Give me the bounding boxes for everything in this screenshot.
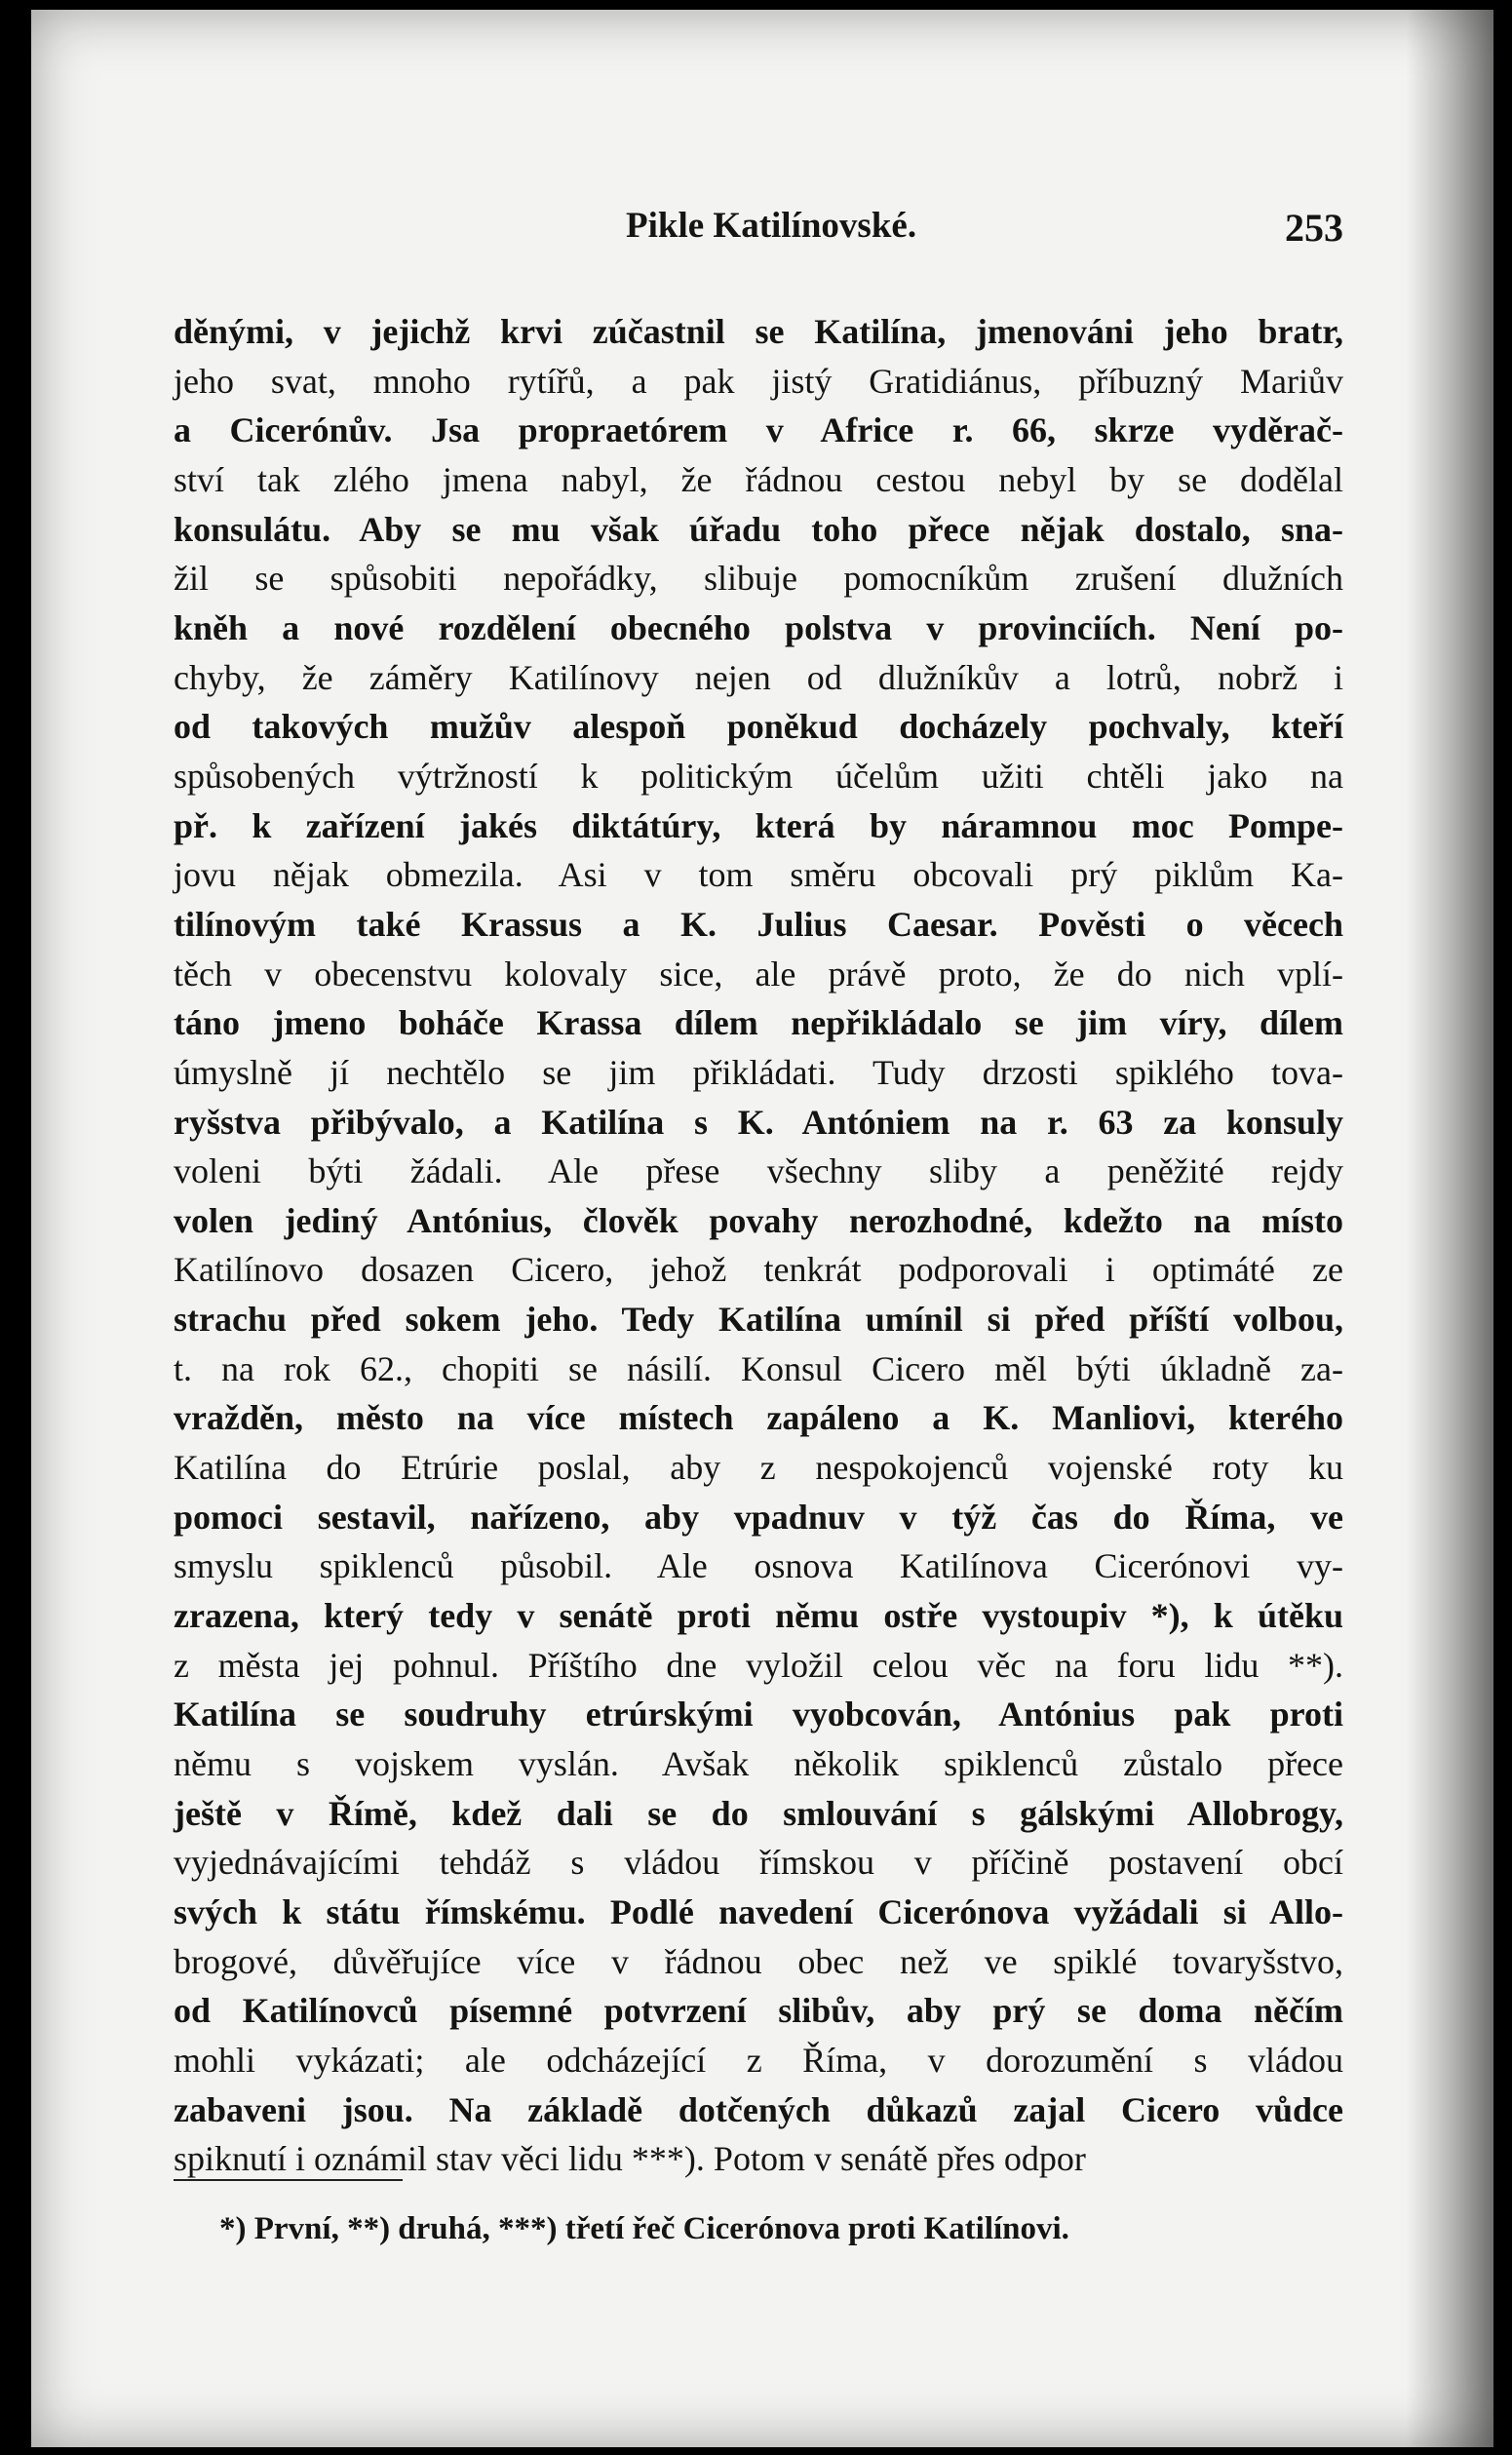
text-line: konsulátu. Aby se mu však úřadu toho přece nějak dostalo, sna- [174,509,1343,549]
text-line: smyslu spiklenců působil. Ale osnova Katilínova Cicerónovi vy- [174,1546,1343,1586]
text-line: vyjednávajícími tehdáž s vládou římskou v příčině postavení obcí [174,1843,1343,1883]
text-line: jovu nějak obmezila. Asi v tom směru obcovali prý piklům Ka- [174,855,1343,895]
text-line: ryšstva přibývalo, a Katilína s K. Antóniem na r. 63 za konsuly [174,1102,1343,1142]
footnote-rule [174,2179,403,2181]
text-line: volen jediný Antónius, člověk povahy nerozhodné, kdežto na místo [174,1200,1343,1240]
body-text [174,307,1343,2184]
text-line: př. k zařízení jakés diktátúry, která by náramnou moc Pompe- [174,805,1343,845]
text-line: tilínovým také Krassus a K. Julius Caesar. Pověsti o věcech [174,904,1343,944]
text-line: od takových mužův alespoň poněkud docházely pochvaly, kteří [174,707,1343,747]
text-line: žil se spůsobiti nepořádky, slibuje pomocníkům zrušení dlužních [174,559,1343,599]
book-page [31,10,1493,2447]
text-line: ještě v Římě, kdež dali se do smlouvání s gálskými Allobrogy, [174,1793,1343,1833]
text-line: Katilínovo dosazen Cicero, jehož tenkrát podporovali i optimáté ze [174,1250,1343,1290]
text-line: mohli vykázati; ale odcházející z Říma, v dorozumění s vládou [174,2040,1343,2080]
running-title: Pikle Katilínovské. [626,206,917,246]
text-line: těch v obecenstvu kolovaly sice, ale právě proto, že do nich vplí- [174,954,1343,994]
text-line: táno jmeno boháče Krassa dílem nepřikládalo se jim víry, dílem [174,1003,1343,1043]
text-line: kněh a nové rozdělení obecného polstva v provinciích. Není po- [174,607,1343,647]
text-line: a Cicerónův. Jsa propraetórem v Africe r. 66, skrze vyděrač- [174,410,1343,450]
footnote: *) První, **) druhá, ***) třetí řeč Cicerónova proti Katilínovi. [219,2211,1069,2246]
text-line: z města jej pohnul. Příštího dne vyložil celou věc na foru lidu **). [174,1645,1343,1685]
text-line: němu s vojskem vyslán. Avšak několik spiklenců zůstalo přece [174,1744,1343,1784]
text-line: ství tak zlého jmena nabyl, že řádnou cestou nebyl by se dodělal [174,459,1343,499]
running-header [174,205,1343,253]
text-line: vražděn, město na více místech zapáleno a K. Manliovi, kterého [174,1398,1343,1438]
text-line: voleni býti žádali. Ale přese všechny sliby a peněžité rejdy [174,1151,1343,1191]
text-line: brogové, důvěřujíce více v řádnou obec než ve spiklé tovaryšstvo, [174,1941,1343,1981]
text-line: Katilína do Etrúrie poslal, aby z nespokojenců vojenské roty ku [174,1448,1343,1488]
text-line: jeho svat, mnoho rytířů, a pak jistý Gratidiánus, příbuzný Mariův [174,361,1343,401]
text-line: spiknutí i oznámil stav věci lidu ***). Potom v senátě přes odpor [174,2139,1086,2179]
text-line: od Katilínovců písemné potvrzení slibův, aby prý se doma něčím [174,1991,1343,2031]
text-line: úmyslně jí nechtělo se jim přikládati. Tudy drzosti spiklého tova- [174,1052,1343,1092]
text-line: strachu před sokem jeho. Tedy Katilína umínil si před příští volbou, [174,1300,1343,1340]
text-line: chyby, že záměry Katilínovy nejen od dlužníkův a lotrů, nobrž i [174,657,1343,697]
page-number: 253 [1285,206,1343,250]
text-line: zabaveni jsou. Na základě dotčených důkazů zajal Cicero vůdce [174,2089,1343,2129]
text-line: děnými, v jejichž krvi zúčastnil se Katilína, jmenováni jeho bratr, [174,312,1343,351]
text-line: t. na rok 62., chopiti se násilí. Konsul Cicero měl býti úkladně za- [174,1348,1343,1388]
text-line: Katilína se soudruhy etrúrskými vyobcován, Antónius pak proti [174,1695,1343,1734]
text-line: svých k státu římskému. Podlé navedení Cicerónova vyžádali si Allo- [174,1892,1343,1931]
text-line: pomoci sestavil, nařízeno, aby vpadnuv v týž čas do Říma, ve [174,1497,1343,1537]
text-line: spůsobených výtržností k politickým účelům užiti chtěli jako na [174,756,1343,796]
text-line: zrazena, který tedy v senátě proti němu ostře vystoupiv *), k útěku [174,1596,1343,1636]
